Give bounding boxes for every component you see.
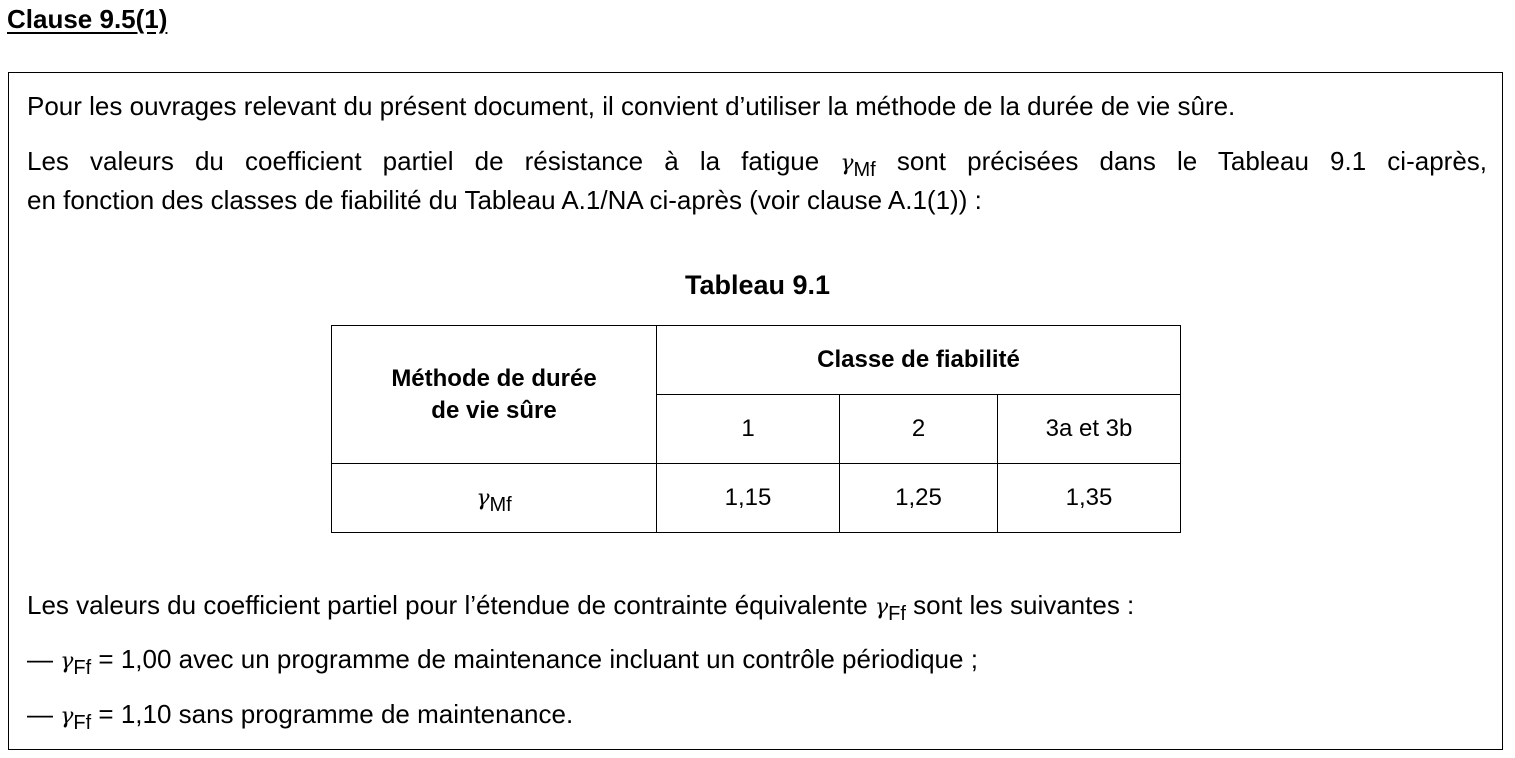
- text-before-symbol: Les valeurs du coefficient partiel de résistance à la fatigue: [27, 146, 820, 176]
- paragraph-resistance-factor: [27, 143, 1487, 218]
- reliability-table: [331, 325, 1181, 533]
- class-header-2: 2: [840, 395, 998, 464]
- paragraph-resistance-line-2: en fonction des classes de fiabilité du Tableau A.1/NA ci-après (voir clause A.1(1)) :: [27, 185, 982, 215]
- paragraph-method: Pour les ouvrages relevant du présent document, il convient d’utiliser la méthode de la durée de vie sûre.: [27, 91, 1236, 121]
- paragraph-stress-factor: [27, 587, 1134, 626]
- gamma-ff-symbol: $\gamma_{Ff}$: [874, 595, 906, 625]
- row-symbol-gamma-mf: $\gamma_{Mf}$: [332, 464, 657, 533]
- gamma-mf-symbol: $\gamma_{Mf}$: [840, 151, 876, 181]
- class-header-3: 3a et 3b: [998, 395, 1181, 464]
- group-header-reliability-class: Classe de fiabilité: [657, 326, 1181, 395]
- paragraph-resistance-line-1: [27, 143, 1487, 182]
- value-class-1: 1,15: [657, 464, 840, 533]
- gamma-ff-symbol: $\gamma_{Ff}$: [60, 704, 92, 734]
- clause-title: Clause 9.5(1): [7, 4, 168, 34]
- table-title: Tableau 9.1: [684, 270, 831, 300]
- text-after-symbol: sont les suivantes :: [913, 590, 1135, 620]
- value-class-2: 1,25: [840, 464, 998, 533]
- dash-marker: —: [27, 644, 53, 674]
- class-header-1: 1: [657, 395, 840, 464]
- text-before-symbol: Les valeurs du coefficient partiel pour l’étendue de contrainte équivalente: [27, 590, 868, 620]
- list-item: [27, 696, 573, 735]
- row-header-method: [332, 326, 657, 464]
- text-after-symbol: sont précisées dans le Tableau 9.1 ci-après,: [896, 146, 1487, 176]
- list-item-text: = 1,10 sans programme de maintenance.: [98, 699, 574, 729]
- value-class-3: 1,35: [998, 464, 1181, 533]
- dash-marker: —: [27, 699, 53, 729]
- gamma-ff-symbol: $\gamma_{Ff}$: [60, 649, 92, 679]
- list-item: [27, 641, 978, 680]
- row-header-line-1: Méthode de durée: [391, 364, 597, 392]
- row-header-line-2: de vie sûre: [431, 396, 557, 424]
- list-item-text: = 1,00 avec un programme de maintenance incluant un contrôle périodique ;: [98, 644, 978, 674]
